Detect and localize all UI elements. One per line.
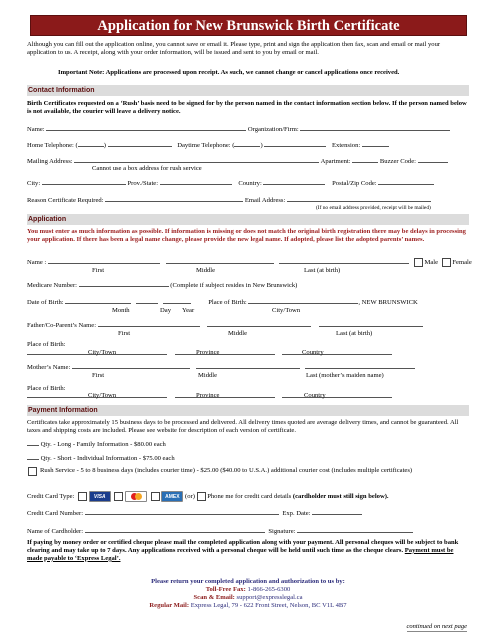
important-note: Important Note: Applications are processed upon receipt. As such, we cannot change or cancel applications once received.: [58, 69, 400, 76]
daytime-tel-label: Daytime Telephone: (: [177, 142, 235, 149]
month-caption: Month: [112, 307, 130, 314]
mother-city-caption: City/Town: [88, 392, 117, 399]
email-link[interactable]: support@expresslegal.ca: [236, 593, 303, 601]
last-birth-caption: Last (at birth): [304, 267, 341, 274]
male-label: Male: [424, 259, 439, 267]
mastercard-checkbox[interactable]: [114, 492, 123, 501]
pob-city-field[interactable]: [248, 298, 358, 304]
mailing-field[interactable]: [74, 157, 319, 163]
mother-pob-country-field[interactable]: [282, 392, 392, 398]
mother-last-caption: Last (mother’s maiden name): [306, 372, 384, 379]
city-label: City:: [27, 180, 41, 187]
short-form-label: Qty. - Short - Individual Information - $75.00 each: [40, 455, 175, 462]
delivery-note: Certificates take approximately 15 business days to be processed and delivered. All delivery times quoted are average delivery times, and cannot be guaranteed. All taxes and shipping costs are included. Please see website for description of each version of certificate.: [27, 419, 459, 434]
country-label: Country:: [238, 180, 262, 187]
card-number-label: Credit Card Number:: [27, 510, 84, 517]
middle-caption: Middle: [196, 267, 216, 274]
cardholder-row: [27, 527, 413, 536]
mail-label: Regular Mail:: [149, 601, 190, 609]
cardholder-label: Name of Cardholder:: [27, 528, 84, 535]
subject-name-row: [27, 258, 472, 267]
father-last-field[interactable]: [319, 321, 423, 327]
cheque-text: If paying by money order or certified cheque please mail the completed application along with your payment. All personal cheques will be subject to bank clearing and may take up to 7 days. Any applications received with a personal cheque will be held until such time as the cheque clears.: [27, 539, 459, 554]
father-pob-label: Place of Birth:: [27, 341, 66, 348]
dob-row: [27, 298, 418, 307]
amex-logo-icon: AMEX: [161, 491, 183, 502]
middle-name-field[interactable]: [166, 258, 274, 264]
dob-label: Date of Birth:: [27, 299, 64, 306]
male-checkbox[interactable]: [414, 258, 423, 267]
footer-mail-line: [27, 602, 469, 610]
last-name-field[interactable]: [279, 258, 409, 264]
daytime-tel-field[interactable]: [264, 141, 326, 147]
footer: [27, 578, 469, 610]
mother-country-caption: Country: [304, 392, 326, 399]
home-tel-field[interactable]: [108, 141, 172, 147]
prov-field[interactable]: [160, 179, 232, 185]
father-province-caption: Province: [196, 349, 220, 356]
signature-label: Signature:: [268, 528, 296, 535]
home-area-code-field[interactable]: [78, 141, 104, 147]
reason-field[interactable]: [105, 196, 243, 202]
first-caption: First: [92, 267, 105, 274]
country-field[interactable]: [263, 179, 325, 185]
father-last-caption: Last (at birth): [336, 330, 373, 337]
year-caption: Year: [182, 307, 195, 314]
mother-last-field[interactable]: [305, 363, 415, 369]
father-middle-caption: Middle: [228, 330, 248, 337]
father-first-field[interactable]: [98, 321, 200, 327]
father-label: Father/Co-Parent’s Name:: [27, 322, 97, 329]
city-row: [27, 179, 434, 188]
mother-row: [27, 363, 415, 372]
page-title: Application for New Brunswick Birth Certificate: [30, 15, 467, 36]
medicare-label: Medicare Number:: [27, 282, 77, 289]
phone-note: Phone me for credit card details: [207, 493, 292, 501]
apartment-field[interactable]: [352, 157, 378, 163]
pob-label: Place of Birth:: [208, 299, 247, 306]
rush-label: Rush Service - 5 to 8 business days (includes courier time) - $25.00 ($40.00 to U.S.A.) additional courier cost (includes multiple certificates): [40, 467, 413, 474]
contact-section-heading: Contact Information: [27, 85, 469, 96]
cardholder-field[interactable]: [85, 527, 265, 533]
medicare-field[interactable]: [79, 281, 169, 287]
postal-field[interactable]: [378, 179, 434, 185]
mother-province-caption: Province: [196, 392, 220, 399]
father-first-caption: First: [118, 330, 131, 337]
dob-year-field[interactable]: [163, 298, 191, 304]
reason-row: [27, 196, 431, 205]
continued-note: continued on next page: [406, 623, 467, 630]
rush-row: [27, 467, 427, 476]
mail-address: Express Legal, 79 - 622 Front Street, Nelson, BC V1L 4B7: [190, 601, 347, 609]
card-type-row: [27, 491, 389, 502]
long-qty-field[interactable]: [27, 440, 39, 446]
father-country-caption: Country: [302, 349, 324, 356]
application-section-heading: Application: [27, 214, 469, 225]
female-label: Female: [452, 259, 472, 267]
org-field[interactable]: [300, 125, 450, 131]
email-field[interactable]: [287, 196, 431, 202]
postal-label: Postal/Zip Code:: [332, 180, 377, 187]
pobox-note: Cannot use a box address for rush service: [92, 165, 202, 172]
telephone-row: Home Telephone: ( ) Daytime Telephone: ( ) Extension:: [27, 141, 389, 150]
rush-note: Birth Certificates requested on a ‘Rush’ basis need to be signed for by the person named in the contact information section below. If the person named below is not available, the courier will leave a delivery notice.: [27, 100, 467, 115]
name-field[interactable]: [46, 125, 246, 131]
signature-field[interactable]: [297, 527, 413, 533]
footer-email-line: [27, 594, 469, 602]
long-form-label: Qty. - Long - Family Information - $80.00 each: [40, 441, 166, 448]
dob-month-field[interactable]: [65, 298, 131, 304]
phone-note-bold: (cardholder must still sign below).: [292, 493, 389, 501]
medicare-note: (Complete if subject resides in New Brunswick): [170, 282, 298, 289]
father-pob-country-field[interactable]: [282, 349, 392, 355]
mother-first-caption: First: [92, 372, 105, 379]
female-checkbox[interactable]: [442, 258, 451, 267]
mother-label: Mother’s Name:: [27, 364, 71, 371]
phone-me-checkbox[interactable]: [197, 492, 206, 501]
cheque-note: [27, 539, 469, 563]
exp-label: Exp. Date:: [282, 510, 311, 517]
payment-section-heading: Payment Information: [27, 405, 469, 416]
subject-name-label: Name :: [27, 259, 47, 267]
apartment-label: Apartment:: [320, 158, 351, 165]
mother-first-field[interactable]: [72, 363, 190, 369]
mailing-row: [27, 157, 448, 166]
long-form-row: [27, 440, 166, 449]
intro-text: Although you can fill out the application online, you cannot save or email it. Please type, print and sign the application then fax, scan and email or mail your application to us. A receipt, along with your order information, will be issued and sent to you by email or mail.: [27, 41, 441, 56]
card-type-label: Credit Card Type:: [27, 493, 75, 501]
fax-number: 1-866-265-6300: [247, 585, 291, 593]
father-row: [27, 321, 423, 330]
mother-pob-province-field[interactable]: [175, 392, 275, 398]
short-form-row: [27, 454, 175, 463]
day-caption: Day: [160, 307, 171, 314]
org-label: Organization/Firm:: [247, 126, 299, 133]
email-label: Email Address:: [244, 197, 286, 204]
mother-pob-label: Place of Birth:: [27, 385, 66, 392]
application-warning: You must enter as much information as possible. If information is missing or does not match the original birth registration there may be delays in processing your application. If there has been a legal name change, please provide the new legal name. If adopted, please list the adopted parents’ names.: [27, 228, 466, 243]
father-pob-province-field[interactable]: [175, 349, 275, 355]
exp-field[interactable]: [312, 509, 362, 515]
city-field[interactable]: [42, 179, 126, 185]
name-label: Name:: [27, 126, 45, 133]
city-town-caption: City/Town: [272, 307, 301, 314]
extension-label: Extension:: [332, 142, 361, 149]
mother-middle-caption: Middle: [198, 372, 218, 379]
card-number-field[interactable]: [85, 509, 279, 515]
dob-day-field[interactable]: [136, 298, 158, 304]
medicare-row: [27, 281, 297, 290]
fax-label: Toll-Free Fax:: [205, 585, 246, 593]
prov-label: Prov./State:: [127, 180, 159, 187]
footer-intro: Please return your completed application and authorization to us by:: [151, 578, 345, 585]
visa-logo-icon: VISA: [89, 491, 111, 502]
buzzer-field[interactable]: [418, 157, 448, 163]
nb-label: , NEW BRUNSWICK: [358, 299, 418, 306]
visa-checkbox[interactable]: [78, 492, 87, 501]
buzzer-label: Buzzer Code:: [379, 158, 416, 165]
rush-checkbox[interactable]: [28, 467, 37, 476]
or-label: (or): [185, 493, 195, 501]
short-qty-field[interactable]: [27, 454, 39, 460]
contact-name-row: [27, 125, 450, 134]
home-tel-label: Home Telephone: (: [27, 142, 78, 149]
mailing-label: Mailing Address:: [27, 158, 73, 165]
mother-middle-field[interactable]: [196, 363, 300, 369]
email-note: (If no email address provided, receipt will be mailed): [316, 205, 431, 211]
mastercard-logo-icon: [125, 491, 147, 502]
father-middle-field[interactable]: [207, 321, 311, 327]
daytime-area-code-field[interactable]: [234, 141, 260, 147]
footer-fax-line: [27, 586, 469, 594]
amex-checkbox[interactable]: [151, 492, 160, 501]
reason-label: Reason Certificate Required:: [27, 197, 104, 204]
payable-text: Payment must be made payable to ‘Express Legal’.: [27, 546, 454, 562]
first-name-field[interactable]: [48, 258, 160, 264]
extension-field[interactable]: [362, 141, 389, 147]
card-number-row: [27, 509, 362, 518]
scan-label: Scan & Email:: [193, 593, 235, 601]
father-city-caption: City/Town: [88, 349, 117, 356]
